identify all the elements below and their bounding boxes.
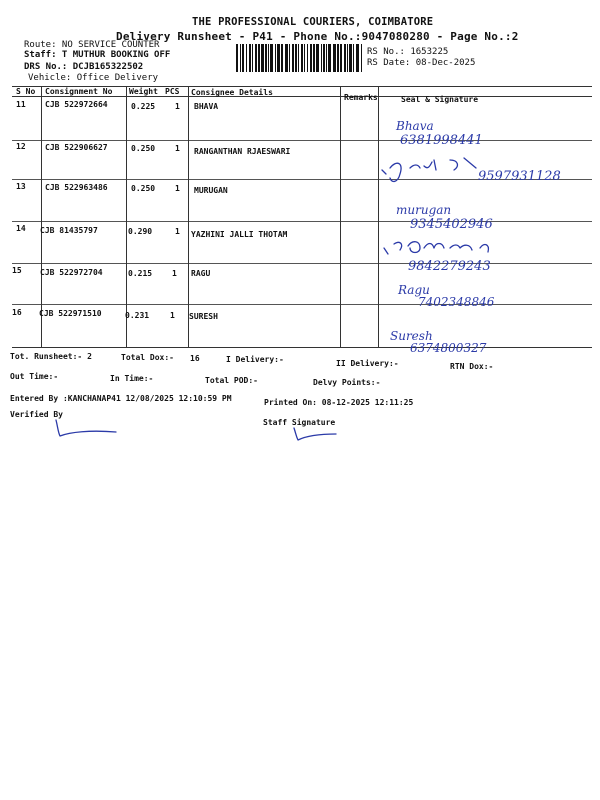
- signature-phone: 7402348846: [418, 295, 495, 309]
- row-consignment-no: CJB 522972664: [45, 100, 108, 109]
- row-consignee: RANGANTHAN RJAESWARI: [194, 147, 291, 156]
- row-weight: 0.231: [125, 311, 150, 320]
- ii-delivery-label: II Delivery:-: [336, 359, 399, 368]
- runsheet-title: Delivery Runsheet - P41 - Phone No.:9047080280 - Page No.:2: [116, 30, 519, 43]
- vehicle-label: Vehicle: Office Delivery: [28, 73, 159, 83]
- row-consignment-no: CJB 81435797: [40, 226, 98, 235]
- drs-number: DRS No.: DCJB165322502: [24, 62, 144, 72]
- route-label: Route: NO SERVICE COUNTER: [24, 40, 160, 50]
- signature-row-13: [396, 203, 493, 232]
- row-pcs: 1: [170, 311, 175, 320]
- row-weight: 0.225: [131, 102, 156, 111]
- row-sno: 16: [12, 308, 22, 317]
- signature-phone: 9842279243: [408, 259, 491, 274]
- handwritten-signatures: [360, 108, 600, 358]
- total-pod-label: Total POD:-: [205, 376, 258, 385]
- rs-date: RS Date: 08-Dec-2025: [367, 58, 476, 68]
- col-header-pcs: PCS: [165, 87, 180, 96]
- delvy-points-label: Delvy Points:-: [313, 378, 381, 387]
- signature-row-11: [395, 119, 483, 148]
- row-consignee: BHAVA: [194, 102, 219, 111]
- row-pcs: 1: [172, 269, 177, 278]
- row-consignment-no: CJB 522971510: [39, 309, 102, 318]
- row-sno: 11: [16, 100, 26, 109]
- row-weight: 0.250: [131, 184, 156, 193]
- signature-name: murugan: [396, 203, 452, 217]
- verified-by-label: Verified By: [10, 410, 63, 419]
- col-header-weight: Weight: [129, 87, 158, 96]
- row-sno: 13: [16, 182, 26, 191]
- i-delivery-label: I Delivery:-: [226, 355, 284, 364]
- staff-label: Staff: T MUTHUR BOOKING OFF: [24, 50, 171, 60]
- barcode: [236, 44, 362, 72]
- signature-phone: 6374800327: [410, 341, 487, 355]
- signature-row-14: [384, 242, 491, 274]
- signature-name: Ragu: [398, 283, 430, 297]
- entered-by: Entered By :KANCHANAP41 12/08/2025 12:10:59 PM: [10, 394, 232, 403]
- col-header-seal-signature: Seal & Signature: [401, 95, 479, 104]
- rs-number: RS No.: 1653225: [367, 47, 449, 57]
- out-time-label: Out Time:-: [10, 372, 59, 381]
- row-weight: 0.215: [128, 269, 153, 278]
- col-header-consignment: Consignment No: [45, 87, 113, 96]
- signature-row-12: [382, 158, 561, 184]
- in-time-label: In Time:-: [110, 374, 154, 383]
- verified-by-signature: [50, 418, 120, 438]
- tot-runsheet: Tot. Runsheet:- 2: [10, 352, 92, 361]
- col-header-consignee: Consignee Details: [191, 88, 273, 97]
- signature-phone: 9345402946: [410, 217, 493, 232]
- signature-phone: 9597931128: [478, 169, 561, 184]
- row-sno: 14: [16, 224, 26, 233]
- row-pcs: 1: [175, 184, 180, 193]
- row-consignment-no: CJB 522972704: [40, 268, 103, 277]
- signature-name: Suresh: [390, 329, 433, 343]
- staff-signature-label: Staff Signature: [263, 418, 336, 427]
- signature-name: Bhava: [396, 119, 434, 133]
- row-consignee: MURUGAN: [194, 186, 228, 195]
- row-weight: 0.290: [128, 227, 153, 236]
- row-consignment-no: CJB 522963486: [45, 183, 108, 192]
- row-weight: 0.250: [131, 144, 156, 153]
- row-pcs: 1: [175, 102, 180, 111]
- total-dox-value: 16: [190, 354, 200, 363]
- row-sno: 15: [12, 266, 22, 275]
- signature-row-15: [397, 283, 495, 309]
- row-consignee: YAZHINI JALLI THOTAM: [191, 230, 288, 239]
- row-consignee: SURESH: [189, 312, 218, 321]
- staff-signature-mark: [290, 426, 340, 442]
- row-pcs: 1: [175, 144, 180, 153]
- total-dox-label: Total Dox:-: [121, 353, 174, 362]
- signature-phone: 6381998441: [400, 133, 483, 148]
- row-sno: 12: [16, 142, 26, 151]
- col-header-remarks: Remarks: [344, 93, 378, 102]
- company-name: THE PROFESSIONAL COURIERS, COIMBATORE: [192, 16, 434, 28]
- row-pcs: 1: [175, 227, 180, 236]
- row-consignment-no: CJB 522906627: [45, 143, 108, 152]
- signature-row-16: [390, 329, 487, 355]
- col-header-sno: S No: [16, 87, 36, 96]
- printed-on: Printed On: 08-12-2025 12:11:25: [264, 398, 414, 407]
- row-consignee: RAGU: [191, 269, 211, 278]
- rtn-dox-label: RTN Dox:-: [450, 362, 494, 371]
